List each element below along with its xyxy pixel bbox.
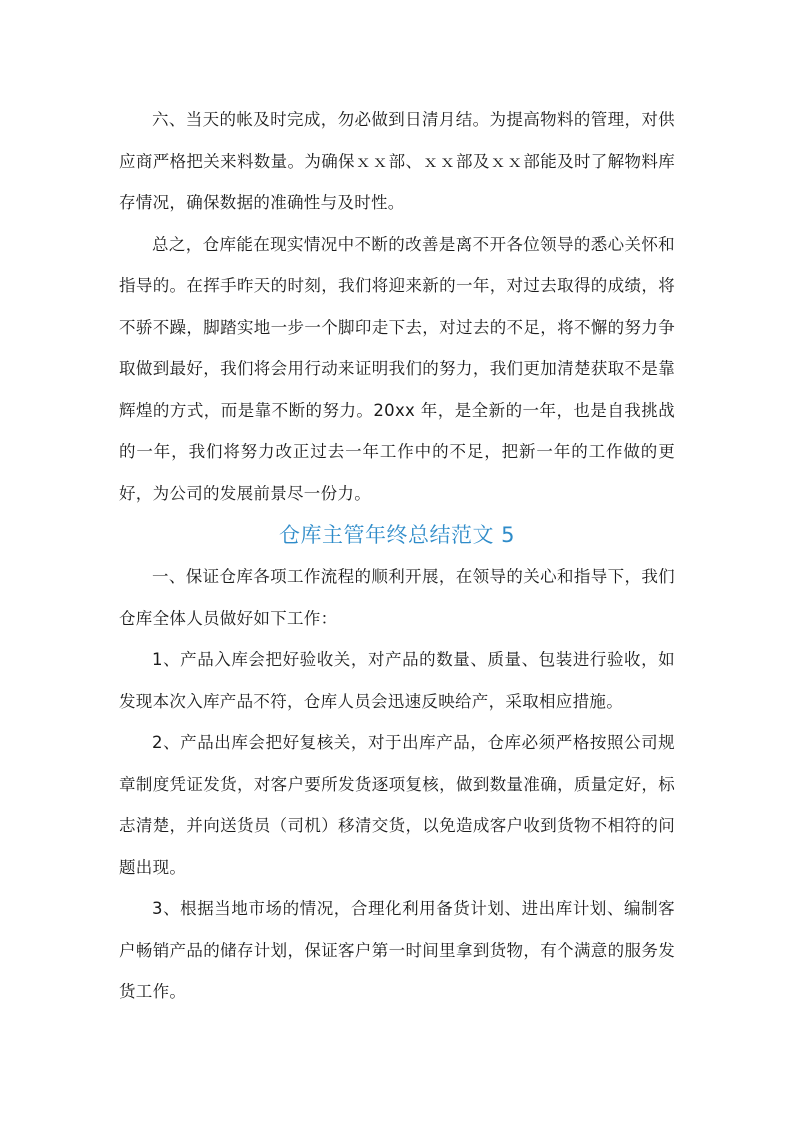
paragraph-outbound-check: 2、产品出库会把好复核关，对于出库产品，仓库必须严格按照公司规章制度凭证发货，对客户要所发货逐项复核，做到数量准确，质量定好，标志清楚，并向送货员（司机）移清交货，以免造成客户收到货物不相符的问题出现。 (119, 733, 675, 877)
document-body (119, 99, 675, 1013)
section-title: 仓库主管年终总结范文 5 (278, 523, 516, 547)
paragraph-workflow-intro: 一、保证仓库各项工作流程的顺利开展，在领导的关心和指导下，我们仓库全体人员做好如下工作： (119, 567, 675, 628)
paragraph-conclusion: 总之，仓库能在现实情况中不断的改善是离不开各位领导的悉心关怀和指导的。在挥手昨天的时刻，我们将迎来新的一年，对过去取得的成绩，将不骄不躁，脚踏实地一步一个脚印走下去，对过去的不足，将不懈的努力争取做到最好，我们将会用行动来证明我们的努力，我们更加清楚获取不是靠辉煌的方式，而是靠不断的努力。20xx 年，是全新的一年，也是自我挑战的一年，我们将努力改正过去一年工作中的不足，把新一年的工作做的更好，为公司的发展前景尽一份力。 (119, 234, 675, 503)
paragraph-material-management: 六、当天的帐及时完成，勿必做到日清月结。为提高物料的管理，对供应商严格把关来料数量。为确保ｘｘ部、ｘｘ部及ｘｘ部能及时了解物料库存情况，确保数据的准确性与及时性。 (119, 110, 675, 212)
paragraph-stock-planning: 3、根据当地市场的情况，合理化利用备货计划、进出库计划、编制客户畅销产品的储存计划，保证客户第一时间里拿到货物，有个满意的服务发货工作。 (119, 899, 675, 1001)
paragraph-inbound-check: 1、产品入库会把好验收关，对产品的数量、质量、包装进行验收，如发现本次入库产品不符，仓库人员会迅速反映给产，采取相应措施。 (119, 650, 675, 711)
